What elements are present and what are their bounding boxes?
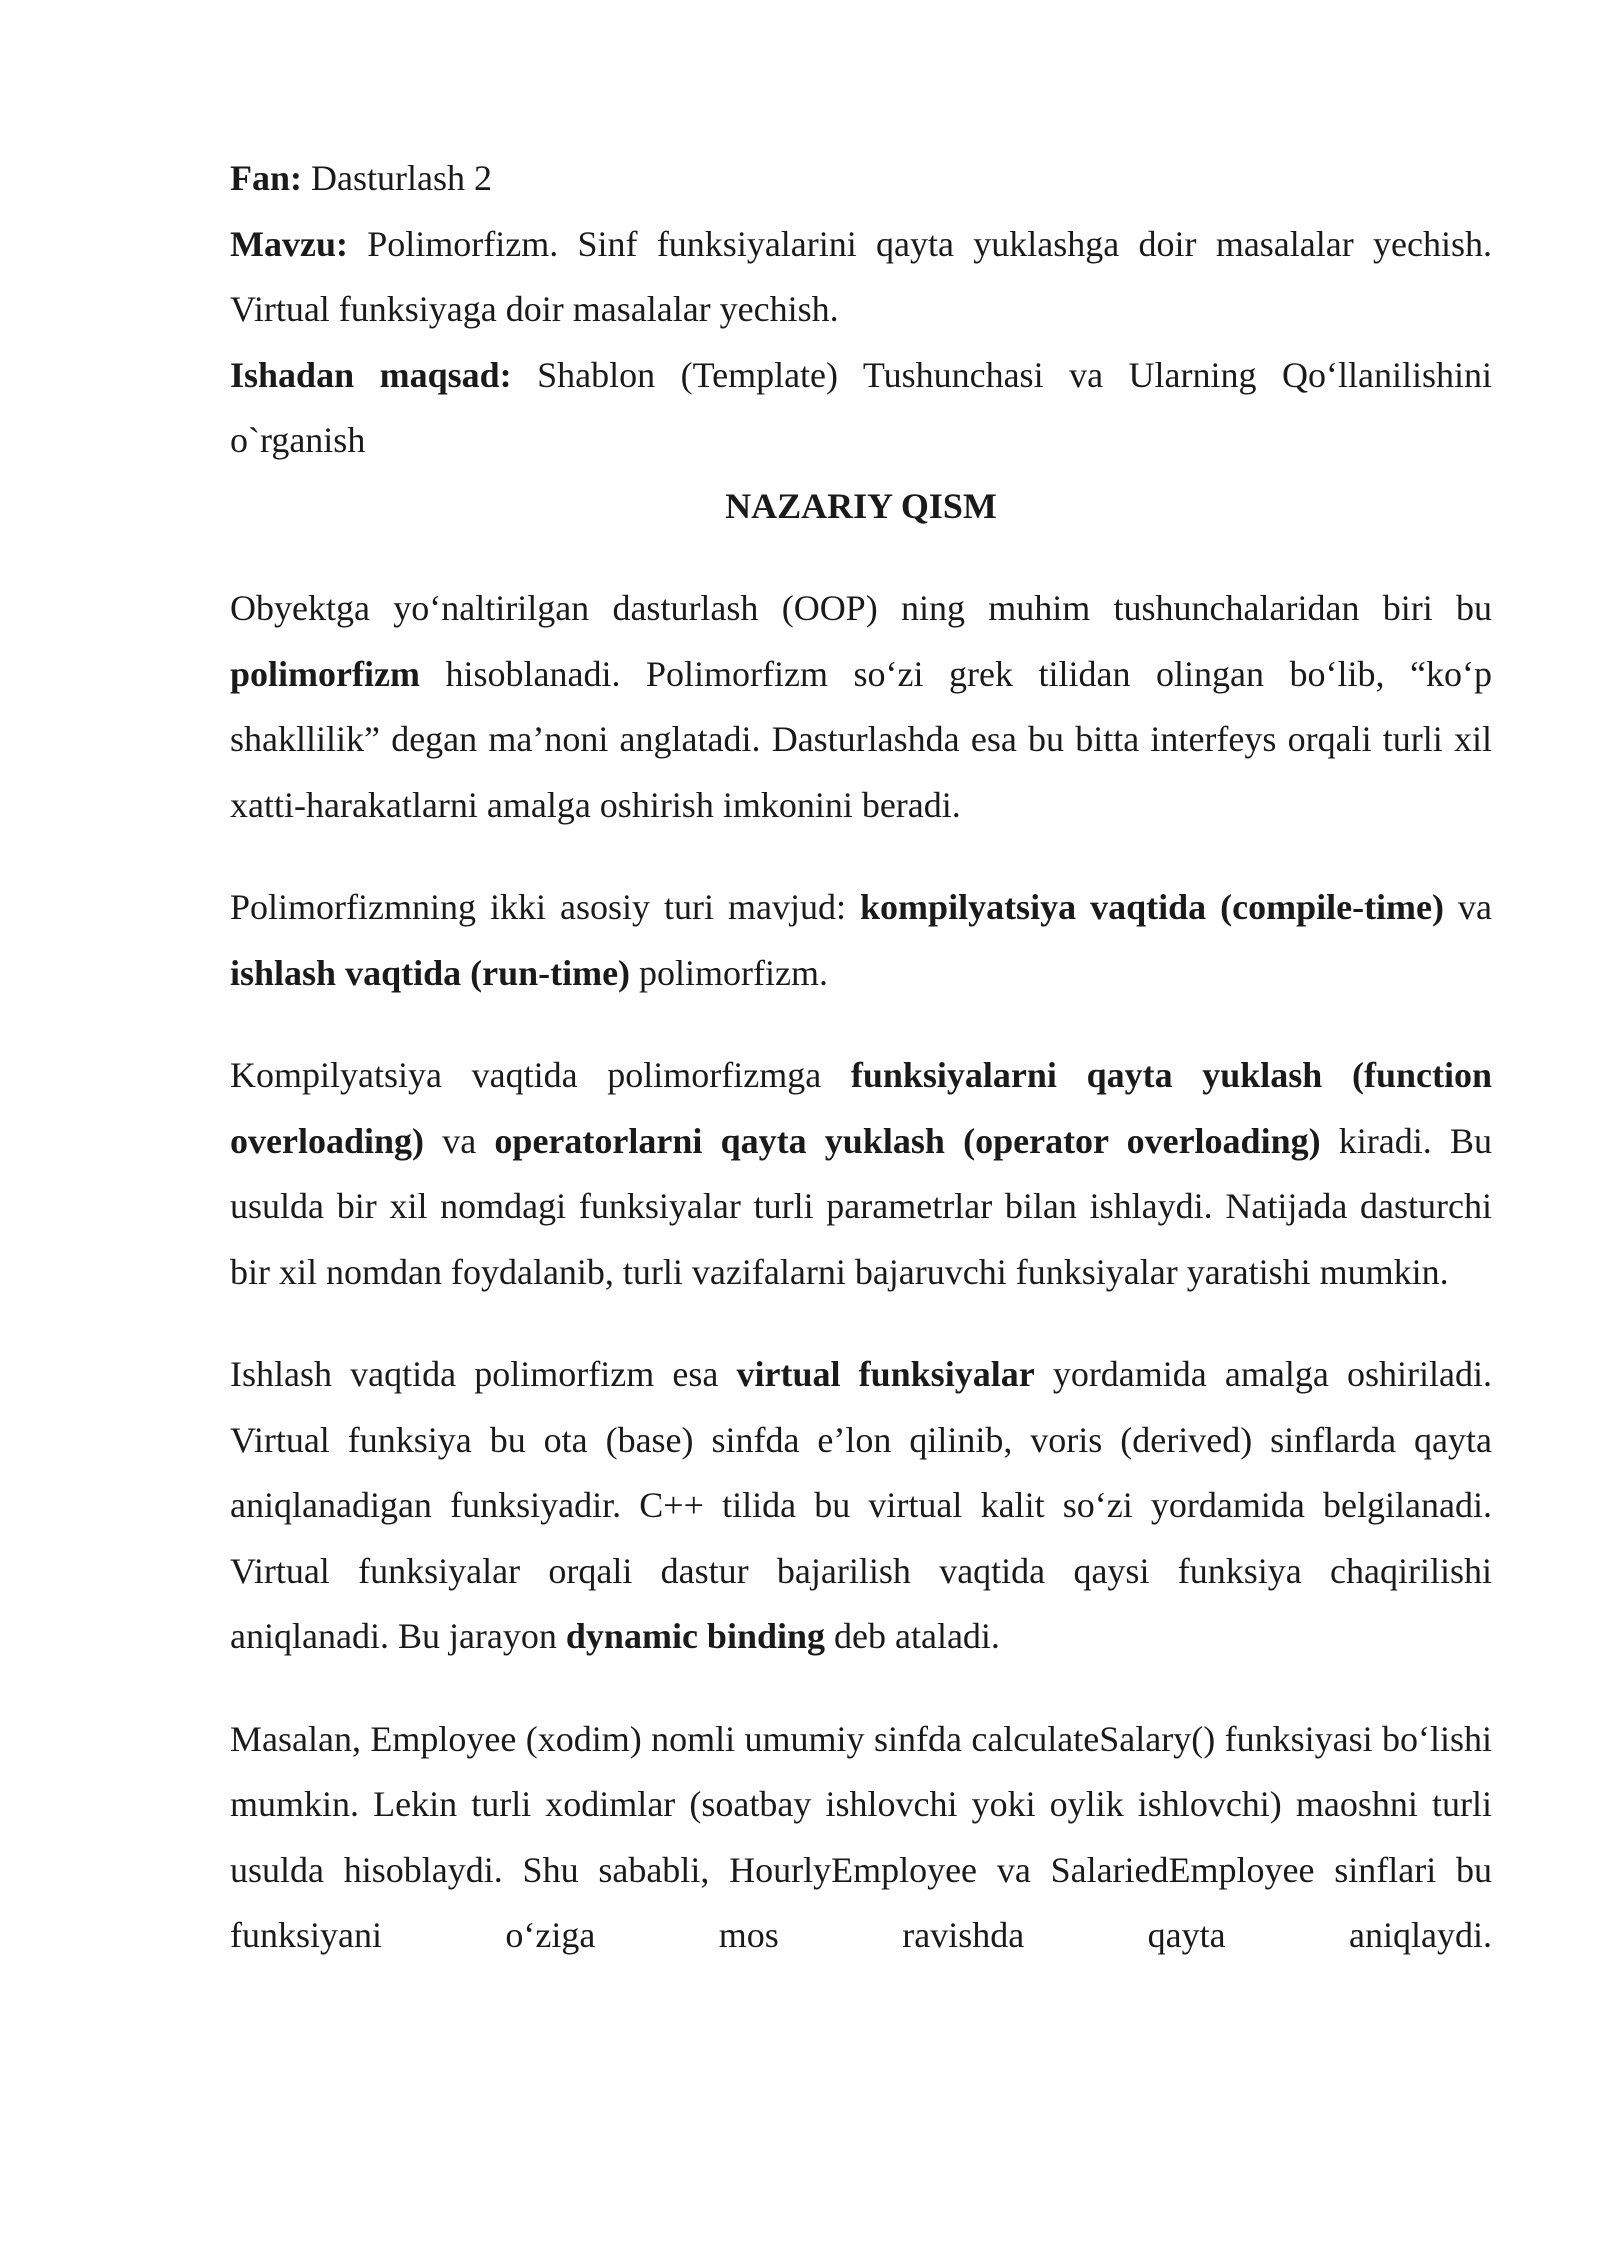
paragraph-example — [230, 1707, 1492, 1969]
paragraph-oop-intro — [230, 576, 1492, 838]
topic-line — [230, 212, 1492, 343]
section-title: NAZARIY QISM — [725, 485, 997, 526]
topic-label: Mavzu: — [230, 223, 348, 264]
paragraph-text: yordamida amalga oshiriladi. Virtual funksiya bu ota (base) sinfda e’lon qilinib, voris (derived) sinflarda qayta aniqlanadigan funksiyadir. C++ tilida bu virtual kalit so‘zi yordamida belgilanadi. Virtual funksiyalar orqali dastur bajarilish vaqtida qaysi funksiya chaqirilishi aniqlanadi. Bu jarayon — [230, 1354, 1492, 1656]
bold-term: funksiyalarni qayta yuklash (function overloading) — [230, 1055, 1492, 1161]
subject-label: Fan: — [230, 158, 302, 198]
paragraph-text: Obyektga yo‘naltirilgan dasturlash (OOP) ning muhim tushunchalaridan biri bu — [230, 588, 1492, 628]
paragraph-text: Polimorfizmning ikki asosiy turi mavjud: — [230, 887, 861, 927]
bold-term: operatorlarni qayta yuklash (operator overloading) — [494, 1120, 1321, 1161]
paragraph-text: va — [1444, 887, 1493, 927]
paragraph-text: kiradi. Bu usulda bir xil nomdagi funksiyalar turli parametrlar bilan ishlaydi. Natijada dasturchi bir xil nomdan foydalanib, turli vazifalarni bajaruvchi funksiyalar yaratishi mumkin. — [230, 1120, 1493, 1292]
subject-value: Dasturlash 2 — [302, 158, 492, 198]
paragraph-text: deb ataladi. — [825, 1616, 1000, 1656]
bold-term: polimorfizm — [230, 653, 420, 694]
bold-term: virtual funksiyalar — [736, 1354, 1035, 1394]
document-page — [230, 146, 1492, 1969]
paragraph-text: Kompilyatsiya vaqtida polimorfizmga — [230, 1055, 851, 1095]
bold-term: ishlash vaqtida (run-time) — [230, 952, 631, 993]
goal-label: Ishadan maqsad: — [230, 354, 512, 395]
paragraph-text: Masalan, Employee (xodim) nomli umumiy sinfda calculateSalary() funksiyasi bo‘lishi mumkin. Lekin turli xodimlar (soatbay ishlovchi yoki oylik ishlovchi) maoshni turli usulda hisoblaydi. Shu sababli, HourlyEmployee va SalariedEmployee sinflari bu funksiyani o‘ziga mos ravishda qayta aniqlaydi. — [230, 1718, 1492, 1955]
paragraph-run-time — [230, 1342, 1492, 1670]
goal-value: Shablon (Template) Tushunchasi va Ularning Qo‘llanilishini o`rganish — [230, 354, 1492, 460]
subject-line — [230, 146, 1492, 212]
paragraph-compile-time — [230, 1043, 1492, 1305]
topic-value: Polimorfizm. Sinf funksiyalarini qayta yuklashga doir masalalar yechish. Virtual funksiyaga doir masalalar yechish. — [230, 223, 1492, 329]
paragraph-text: hisoblanadi. Polimorfizm so‘zi grek tilidan olingan bo‘lib, “ko‘p shakllilik” degan ma’noni anglatadi. Dasturlashda esa bu bitta interfeys orqali turli xil xatti-harakatlarni amalga oshirish imkonini beradi. — [230, 653, 1492, 825]
paragraph-text: Ishlash vaqtida polimorfizm esa — [230, 1354, 737, 1394]
paragraph-text: polimorfizm. — [630, 952, 829, 993]
bold-term: dynamic binding — [565, 1616, 826, 1656]
goal-line — [230, 343, 1492, 474]
bold-term: kompilyatsiya vaqtida (compile-time) — [860, 887, 1445, 927]
paragraph-text: va — [424, 1120, 495, 1161]
paragraph-types — [230, 875, 1492, 1006]
